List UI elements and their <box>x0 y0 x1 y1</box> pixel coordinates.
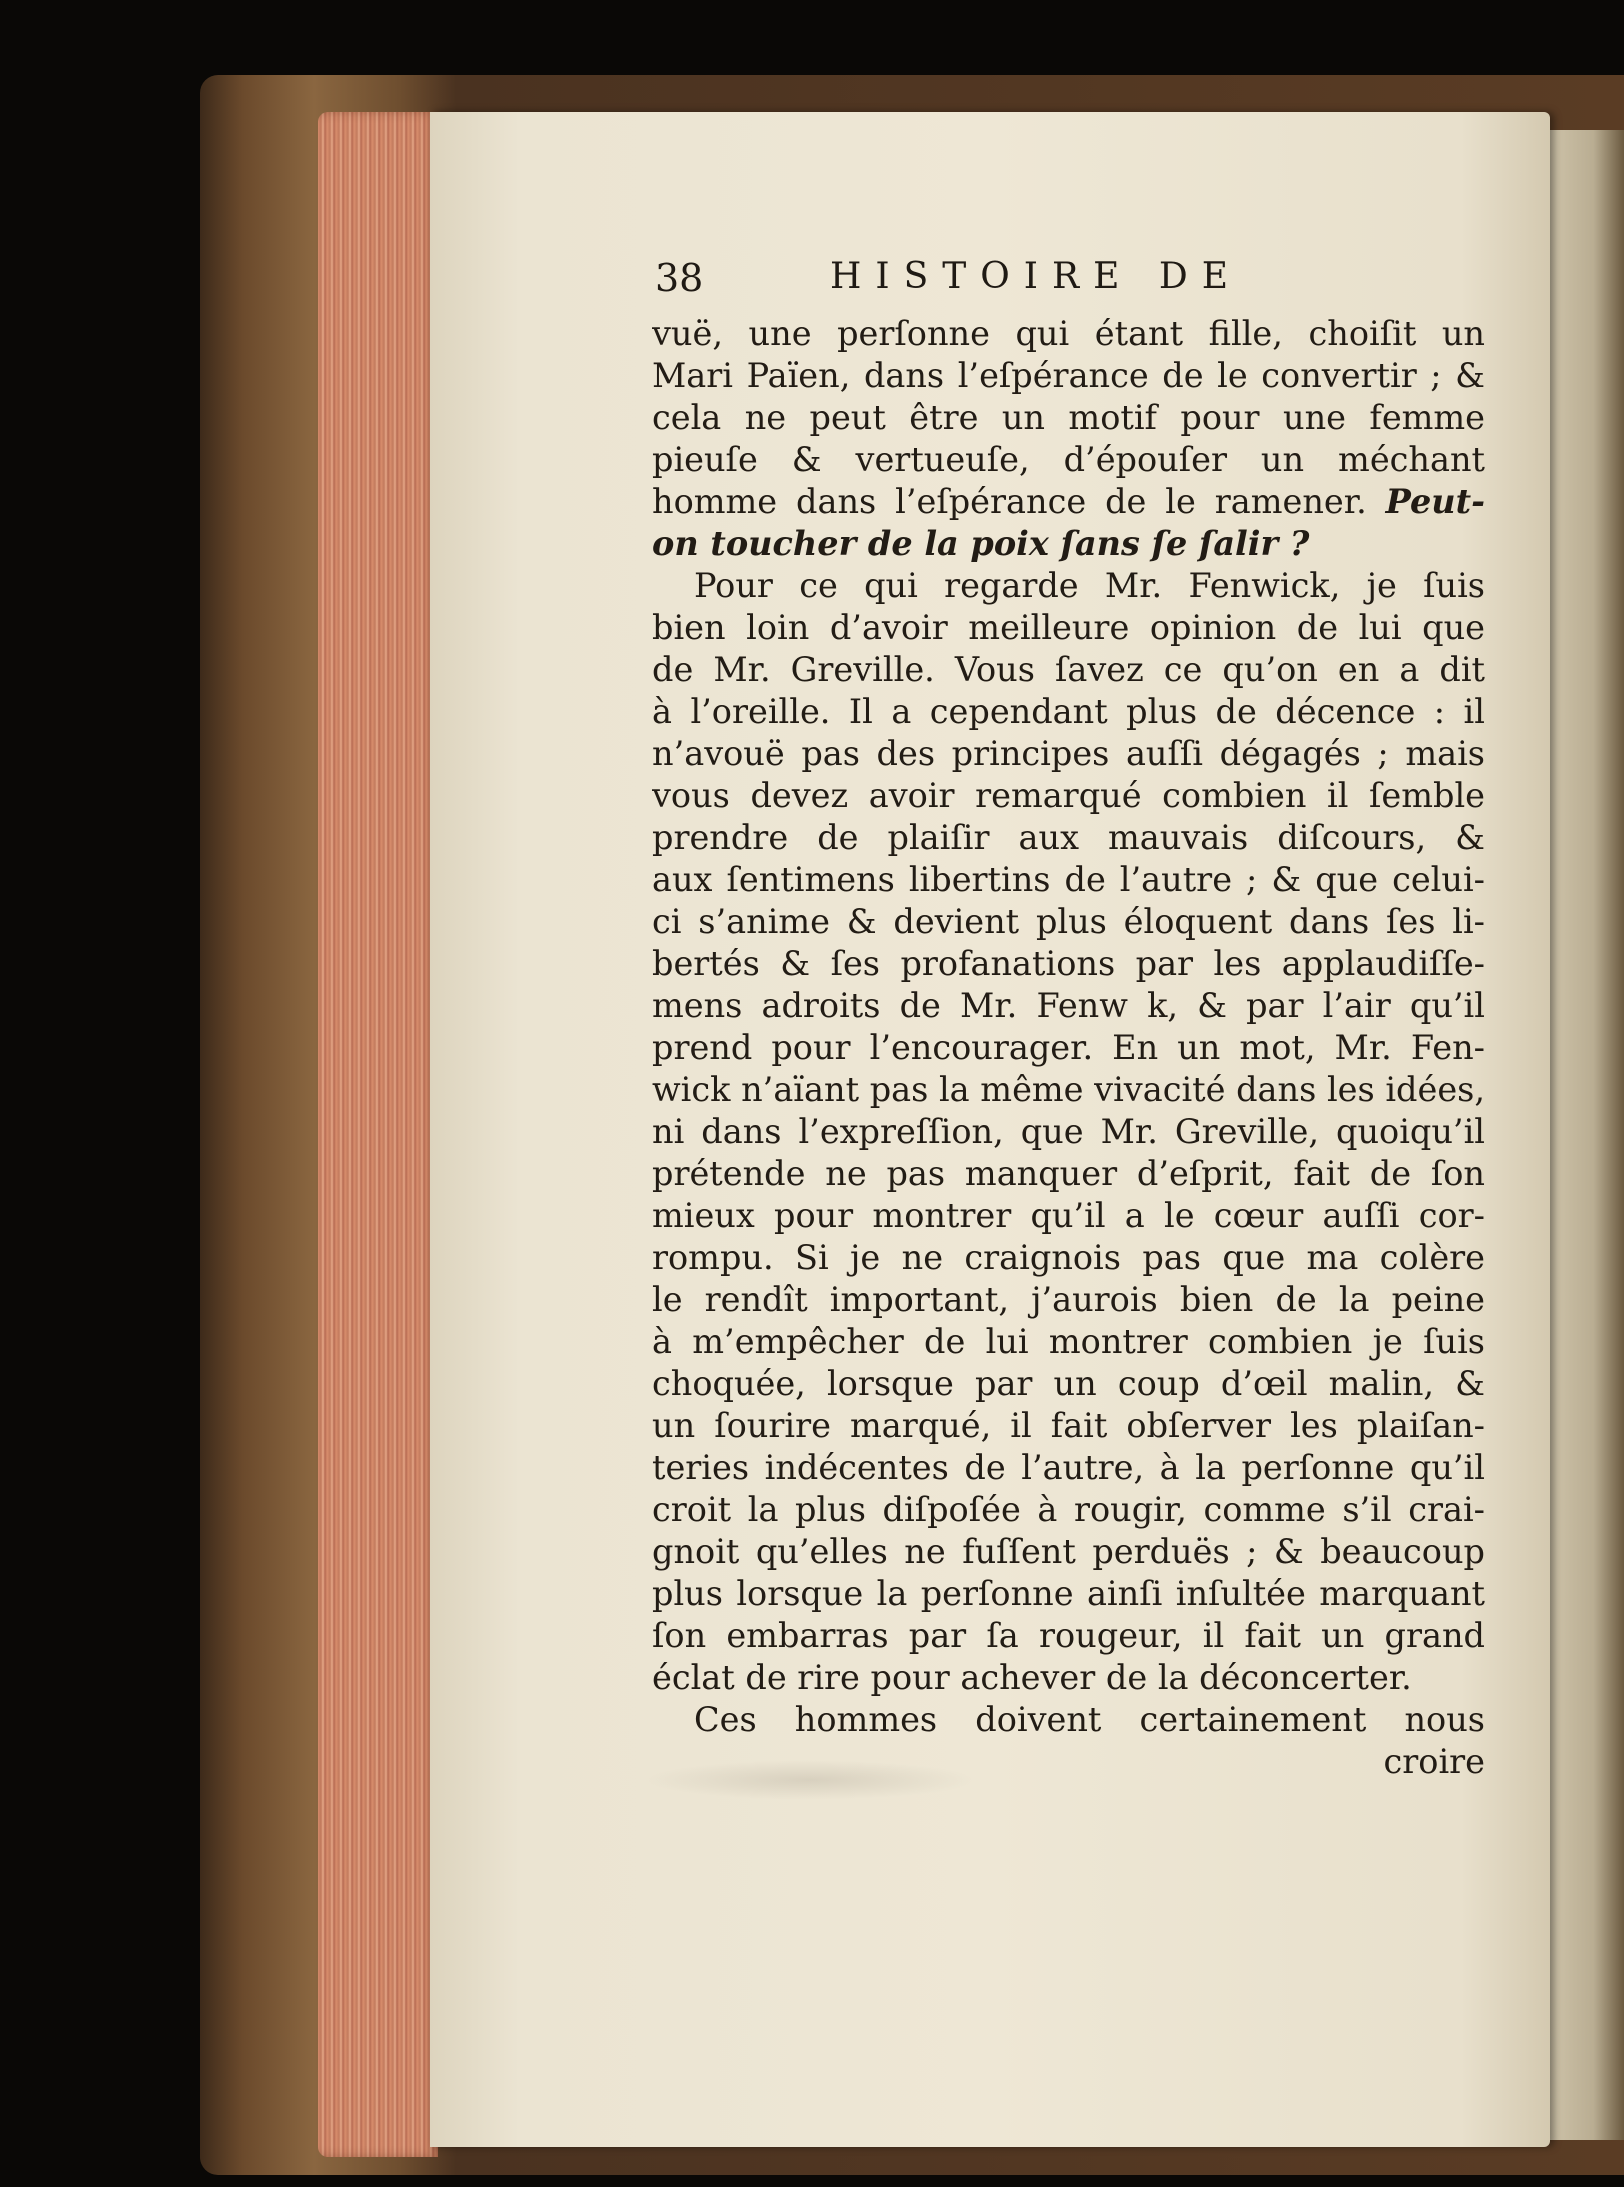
text-line: prétende ne pas manquer d’eſprit, fait de ſon <box>652 1154 1485 1193</box>
text-line: ni dans l’expreſſion, que Mr. Greville, quoiqu’il <box>652 1112 1485 1151</box>
text-line: mens adroits de Mr. Fenw k, & par l’air qu’il <box>652 986 1485 1025</box>
text-line: un ſourire marqué, il fait obſerver les plaiſan- <box>652 1406 1485 1445</box>
text-line: cela ne peut être un motif pour une femme <box>652 398 1485 437</box>
text-line: croit la plus diſpoſée à rougir, comme s’il crai- <box>652 1490 1485 1529</box>
text-line: à m’empêcher de lui montrer combien je ſuis <box>652 1322 1485 1361</box>
text-line: mieux pour montrer qu’il a le cœur auſſi cor- <box>652 1196 1485 1235</box>
text-line: à l’oreille. Il a cependant plus de décence : il <box>652 692 1485 731</box>
running-title: HISTOIRE DE <box>830 256 1242 297</box>
text-line: bertés & ſes profanations par les applaudiſſe- <box>652 944 1485 983</box>
text-line: prend pour l’encourager. En un mot, Mr. Fen- <box>652 1028 1485 1067</box>
text-line: Mari Païen, dans l’eſpérance de le convertir ; & <box>652 356 1485 395</box>
page-number: 38 <box>655 256 704 300</box>
text-line-italic <box>652 523 1485 565</box>
text-line: gnoit qu’elles ne fuſſent perduës ; & beaucoup <box>652 1532 1485 1571</box>
text-line: vous devez avoir remarqué combien il ſemble <box>652 776 1485 815</box>
paragraph-start: Pour ce qui regarde Mr. Fenwick, je ſuis <box>694 566 1485 605</box>
text-line: le rendît important, j’aurois bien de la peine <box>652 1280 1485 1319</box>
text-line: plus lorsque la perſonne ainſi inſultée marquant <box>652 1574 1485 1613</box>
text-line: choquée, lorsque par un coup d’œil malin, & <box>652 1364 1485 1403</box>
text-line: ci s’anime & devient plus éloquent dans ſes li- <box>652 902 1485 941</box>
page-edges <box>318 112 438 2157</box>
text-line: rompu. Si je ne craignois pas que ma colère <box>652 1238 1485 1277</box>
text-line: teries indécentes de l’autre, à la perſonne qu’il <box>652 1448 1485 1487</box>
page-header <box>655 256 1285 306</box>
text-line: de Mr. Greville. Vous ſavez ce qu’on en a dit <box>652 650 1485 689</box>
text-line: vuë, une perſonne qui étant fille, choiſit un <box>652 314 1485 353</box>
text-line: bien loin d’avoir meilleure opinion de lui que <box>652 608 1485 647</box>
paragraph-start: Ces hommes doivent certainement nous <box>694 1700 1485 1739</box>
text-line: aux ſentimens libertins de l’autre ; & que celui- <box>652 860 1485 899</box>
signature-mark-smudge <box>645 1760 975 1800</box>
italic-fragment: Peut- <box>1385 482 1485 521</box>
text-line: éclat de rire pour achever de la déconcerter. <box>652 1658 1412 1697</box>
italic-phrase: on toucher de la poix ſans ſe ſalir ? <box>652 524 1310 563</box>
text-line: ſon embarras par ſa rougeur, il fait un grand <box>652 1616 1485 1655</box>
catchword: croire <box>1383 1742 1485 1781</box>
text-line: wick n’aïant pas la même vivacité dans les idées, <box>652 1070 1485 1109</box>
facing-page-edge <box>1548 130 1624 2140</box>
text-line: n’avouë pas des principes auſſi dégagés ; mais <box>652 734 1485 773</box>
text-line: homme dans l’eſpérance de le ramener. Peut- <box>652 482 1485 521</box>
text-line: pieuſe & vertueuſe, d’épouſer un méchant <box>652 440 1485 479</box>
text-line: prendre de plaiſir aux mauvais diſcours, & <box>652 818 1485 857</box>
